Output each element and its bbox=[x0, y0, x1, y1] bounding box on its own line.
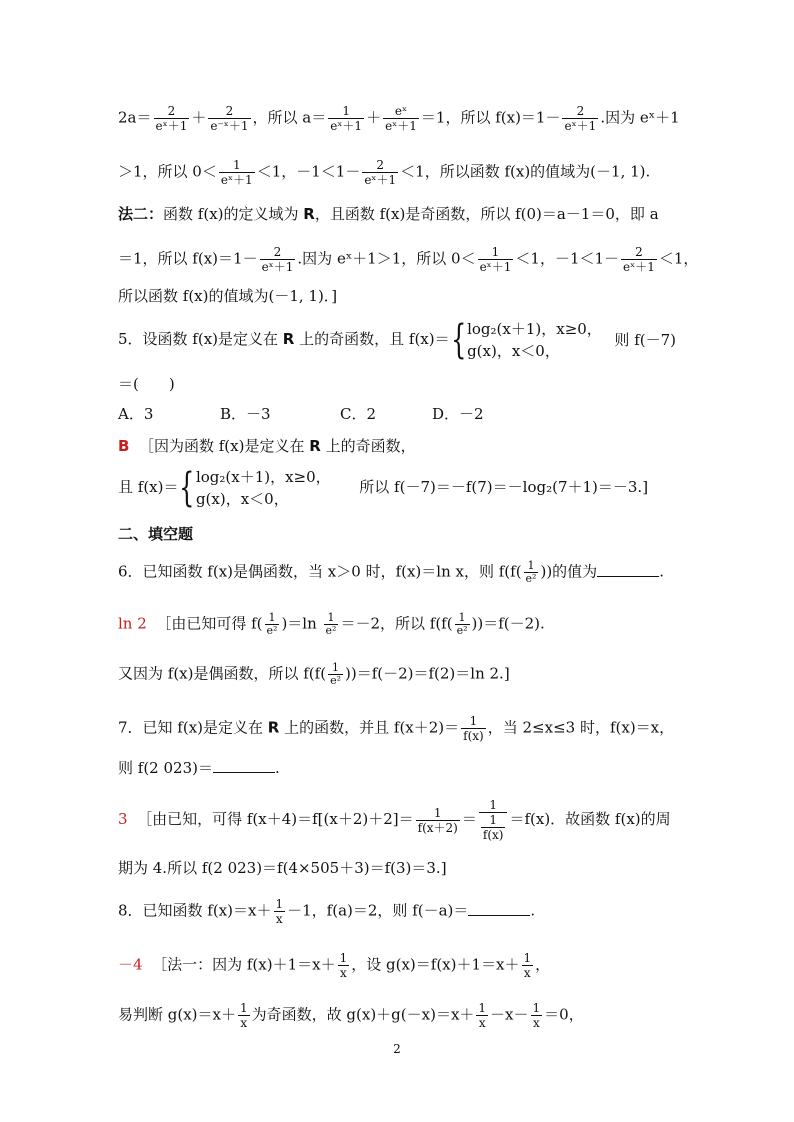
text: 则 f(2 023)＝ bbox=[118, 759, 213, 777]
answer-5 bbox=[118, 436, 676, 456]
case-2: g(x)，x＜0， bbox=[195, 490, 289, 508]
numerator: 1 bbox=[433, 805, 442, 820]
text: 期为 4.所以 f(2 023)＝f(4×505＋3)＝f(3)＝3.] bbox=[118, 859, 447, 877]
denominator: eˣ＋1 bbox=[479, 260, 512, 274]
case-1: log₂(x＋1)，x≥0， bbox=[195, 468, 331, 486]
denominator: e² bbox=[266, 624, 278, 637]
fraction bbox=[362, 158, 398, 187]
answer-key: 3 bbox=[118, 810, 128, 828]
option-d: D．－2 bbox=[432, 405, 484, 423]
numerator: 1 bbox=[489, 813, 497, 827]
question-6 bbox=[118, 560, 676, 585]
text: 2a＝ bbox=[118, 108, 152, 127]
option-b: B．－3 bbox=[220, 405, 271, 423]
text: ＋ bbox=[191, 108, 207, 127]
left-brace-icon: { bbox=[450, 317, 466, 363]
denominator: eˣ＋1 bbox=[623, 260, 655, 274]
text-line-2 bbox=[118, 158, 676, 187]
denominator: eˣ＋1 bbox=[564, 119, 597, 133]
numerator: 1 bbox=[275, 897, 284, 911]
text: ［由已知，可得 f(x＋4)＝f[(x＋2)＋2]＝ bbox=[137, 810, 414, 828]
fraction bbox=[476, 1001, 488, 1030]
text-line-1 bbox=[118, 104, 680, 133]
text: ，所以 a＝ bbox=[252, 108, 327, 127]
real-set-symbol: R bbox=[309, 437, 321, 455]
text: ＝－2，所以 f(f( bbox=[340, 614, 453, 633]
text: ［因为函数 f(x)是定义在 bbox=[138, 437, 310, 455]
fraction bbox=[562, 104, 598, 133]
answer-paren: ＝( ) bbox=[118, 375, 175, 393]
numerator: 2 bbox=[635, 245, 643, 259]
answer-8-line-2 bbox=[118, 1001, 676, 1030]
text: 6．已知函数 f(x)是偶函数，当 x＞0 时，f(x)＝ln x，则 f(f( bbox=[118, 562, 522, 581]
text: 上的奇函数， bbox=[320, 437, 416, 455]
text: ［法一：因为 f(x)＋1＝x＋ bbox=[152, 955, 336, 974]
denominator: eˣ＋1 bbox=[385, 119, 417, 133]
fraction bbox=[531, 1001, 543, 1030]
denominator: x bbox=[338, 965, 350, 980]
fraction bbox=[383, 104, 419, 133]
fraction bbox=[478, 245, 514, 274]
text: ， bbox=[535, 955, 551, 974]
text: . bbox=[274, 759, 280, 777]
question-8 bbox=[118, 897, 676, 926]
numerator: 1 bbox=[458, 611, 466, 624]
denominator: f(x) bbox=[482, 828, 504, 842]
text: ＞1，所以 0＜ bbox=[118, 162, 217, 181]
text: ＝1，所以 f(x)＝1－ bbox=[420, 108, 561, 127]
answer-5-line-2 bbox=[118, 466, 676, 510]
text: －x－ bbox=[490, 1005, 529, 1024]
denominator: eˣ＋1 bbox=[220, 173, 253, 187]
numerator: 1 bbox=[240, 1001, 248, 1015]
text: ＜1，－1＜1－ bbox=[256, 162, 361, 181]
text: . bbox=[659, 562, 664, 581]
denominator: e² bbox=[330, 674, 341, 687]
option-a: A．3 bbox=[118, 405, 154, 423]
text: .因为 eˣ＋1＞1，所以 0＜ bbox=[297, 249, 476, 268]
fraction bbox=[461, 714, 486, 743]
nested-fraction bbox=[479, 798, 508, 842]
fraction bbox=[416, 806, 460, 835]
fraction bbox=[338, 951, 350, 980]
numerator: 2 bbox=[225, 104, 234, 118]
case-1: log₂(x＋1)，x≥0， bbox=[467, 320, 602, 338]
numerator: 1 bbox=[332, 661, 340, 674]
denominator: x bbox=[476, 1015, 488, 1030]
fraction bbox=[621, 245, 657, 274]
question-7-line-2 bbox=[118, 758, 676, 778]
fraction bbox=[219, 158, 255, 187]
denominator: e² bbox=[525, 572, 537, 585]
text: 则 f(－7) bbox=[614, 331, 676, 349]
answer-7 bbox=[118, 798, 676, 842]
piecewise-cases bbox=[467, 318, 602, 362]
denominator bbox=[479, 812, 508, 842]
fraction bbox=[274, 897, 286, 926]
fraction bbox=[455, 612, 470, 637]
text: ＝0， bbox=[544, 1005, 584, 1024]
fraction bbox=[324, 612, 339, 637]
denominator: eˣ＋1 bbox=[364, 173, 397, 187]
text: 且 f(x)＝ bbox=[118, 478, 179, 496]
text: . bbox=[530, 901, 536, 920]
numerator: eˣ bbox=[394, 104, 408, 118]
question-5 bbox=[118, 318, 676, 362]
numerator: 1 bbox=[489, 798, 497, 812]
text: ，且函数 f(x)是奇函数，所以 f(0)＝a－1＝0，即 a bbox=[314, 205, 659, 223]
answer-key: －4 bbox=[118, 955, 143, 974]
section-title: 二、填空题 bbox=[118, 525, 194, 543]
real-set-symbol: R bbox=[303, 205, 315, 223]
fraction bbox=[328, 662, 343, 687]
text: 8．已知函数 f(x)＝x＋ bbox=[118, 901, 272, 920]
denominator: f(x) bbox=[463, 729, 484, 743]
numerator: 1 bbox=[232, 158, 241, 172]
numerator: 2 bbox=[376, 158, 385, 172]
text: ))＝f(－2)＝f(2)＝ln 2.] bbox=[344, 664, 510, 683]
numerator: 1 bbox=[339, 951, 348, 965]
text: －1，f(a)＝2，则 f(－a)＝ bbox=[287, 901, 469, 920]
text: ＜1， bbox=[658, 249, 699, 268]
answer-7-line-2 bbox=[118, 858, 676, 878]
denominator: e⁻ˣ＋1 bbox=[210, 119, 249, 133]
denominator: e² bbox=[456, 624, 468, 637]
case-2: g(x)，x＜0， bbox=[467, 342, 560, 360]
text: 函数 f(x)的定义域为 bbox=[163, 205, 304, 223]
option-c: C．2 bbox=[340, 405, 377, 423]
text: ＜1，所以函数 f(x)的值域为(－1, 1). bbox=[400, 162, 651, 181]
section-heading bbox=[118, 524, 676, 544]
denominator: x bbox=[522, 965, 534, 980]
fraction bbox=[522, 951, 534, 980]
fraction bbox=[238, 1001, 250, 1030]
answer-blank[interactable] bbox=[597, 562, 659, 577]
answer-key: ln 2 bbox=[118, 614, 147, 633]
numerator: 2 bbox=[576, 104, 585, 118]
text: ))＝f(－2). bbox=[471, 614, 545, 633]
answer-6-line-2 bbox=[118, 662, 676, 687]
numerator: 1 bbox=[342, 104, 350, 118]
numerator: 2 bbox=[273, 245, 282, 259]
text: ＜1，－1＜1－ bbox=[515, 249, 620, 268]
text: 所以 f(－7)＝－f(7)＝－log₂(7＋1)＝－3.] bbox=[359, 478, 649, 496]
text-line-5 bbox=[118, 286, 676, 306]
answer-6 bbox=[118, 612, 676, 637]
text: ［由已知可得 f( bbox=[156, 614, 263, 633]
denominator: eˣ＋1 bbox=[155, 119, 188, 133]
fraction bbox=[265, 612, 280, 637]
text: .因为 eˣ＋1 bbox=[600, 108, 680, 127]
numerator: 2 bbox=[167, 104, 176, 118]
text: 上的函数，并且 f(x＋2)＝ bbox=[279, 718, 460, 737]
numerator: 1 bbox=[532, 1001, 541, 1015]
text-line-3 bbox=[118, 204, 676, 224]
text: ，当 2≤x≤3 时，f(x)＝x， bbox=[487, 718, 675, 737]
numerator: 1 bbox=[469, 714, 478, 728]
answer-key: B bbox=[118, 437, 130, 455]
denominator: x bbox=[274, 911, 286, 926]
text: ))的值为 bbox=[540, 562, 598, 581]
fraction bbox=[260, 245, 296, 274]
fraction bbox=[208, 104, 250, 133]
inner-fraction bbox=[481, 813, 506, 842]
fraction bbox=[524, 560, 539, 585]
text: ＋ bbox=[366, 108, 382, 127]
method-label: 法二： bbox=[118, 205, 164, 223]
text: ＝f(x)．故函数 f(x)的周 bbox=[509, 810, 671, 828]
text: 5．设函数 f(x)是定义在 bbox=[118, 330, 283, 348]
text: 易判断 g(x)＝x＋ bbox=[118, 1005, 236, 1024]
fraction bbox=[328, 104, 364, 133]
left-brace-icon: { bbox=[179, 465, 195, 511]
text: 7．已知 f(x)是定义在 bbox=[118, 718, 268, 737]
answer-blank[interactable] bbox=[213, 758, 275, 773]
denominator: eˣ＋1 bbox=[261, 260, 294, 274]
question-7 bbox=[118, 714, 676, 743]
text: 又因为 f(x)是偶函数，所以 f(f( bbox=[118, 664, 327, 683]
real-set-symbol: R bbox=[282, 330, 295, 348]
denominator: x bbox=[531, 1015, 543, 1030]
text-line-4 bbox=[118, 245, 699, 274]
text: )＝ln bbox=[281, 614, 322, 633]
text: ，设 g(x)＝f(x)＋1＝x＋ bbox=[351, 955, 520, 974]
numerator: 1 bbox=[478, 1001, 487, 1015]
denominator: eˣ＋1 bbox=[330, 119, 363, 133]
real-set-symbol: R bbox=[267, 718, 280, 737]
question-5-paren bbox=[118, 374, 676, 394]
numerator: 1 bbox=[523, 951, 532, 965]
answer-blank[interactable] bbox=[468, 901, 530, 916]
text: 所以函数 f(x)的值域为(－1, 1)．] bbox=[118, 287, 338, 305]
page-number: 2 bbox=[393, 1042, 401, 1056]
fraction bbox=[154, 104, 190, 133]
numerator: 1 bbox=[268, 611, 276, 624]
text: ＝1，所以 f(x)＝1－ bbox=[118, 249, 258, 268]
denominator: e² bbox=[325, 624, 337, 637]
denominator: f(x＋2) bbox=[417, 820, 458, 835]
numerator: 1 bbox=[491, 245, 500, 259]
text: 为奇函数，故 g(x)＋g(－x)＝x＋ bbox=[251, 1005, 475, 1024]
numerator: 1 bbox=[327, 611, 335, 624]
text: ＝ bbox=[461, 810, 477, 828]
denominator: x bbox=[238, 1015, 250, 1030]
numerator: 1 bbox=[527, 559, 535, 572]
text: 上的奇函数，且 f(x)＝ bbox=[294, 330, 450, 348]
piecewise-cases bbox=[196, 466, 331, 510]
answer-8 bbox=[118, 951, 676, 980]
